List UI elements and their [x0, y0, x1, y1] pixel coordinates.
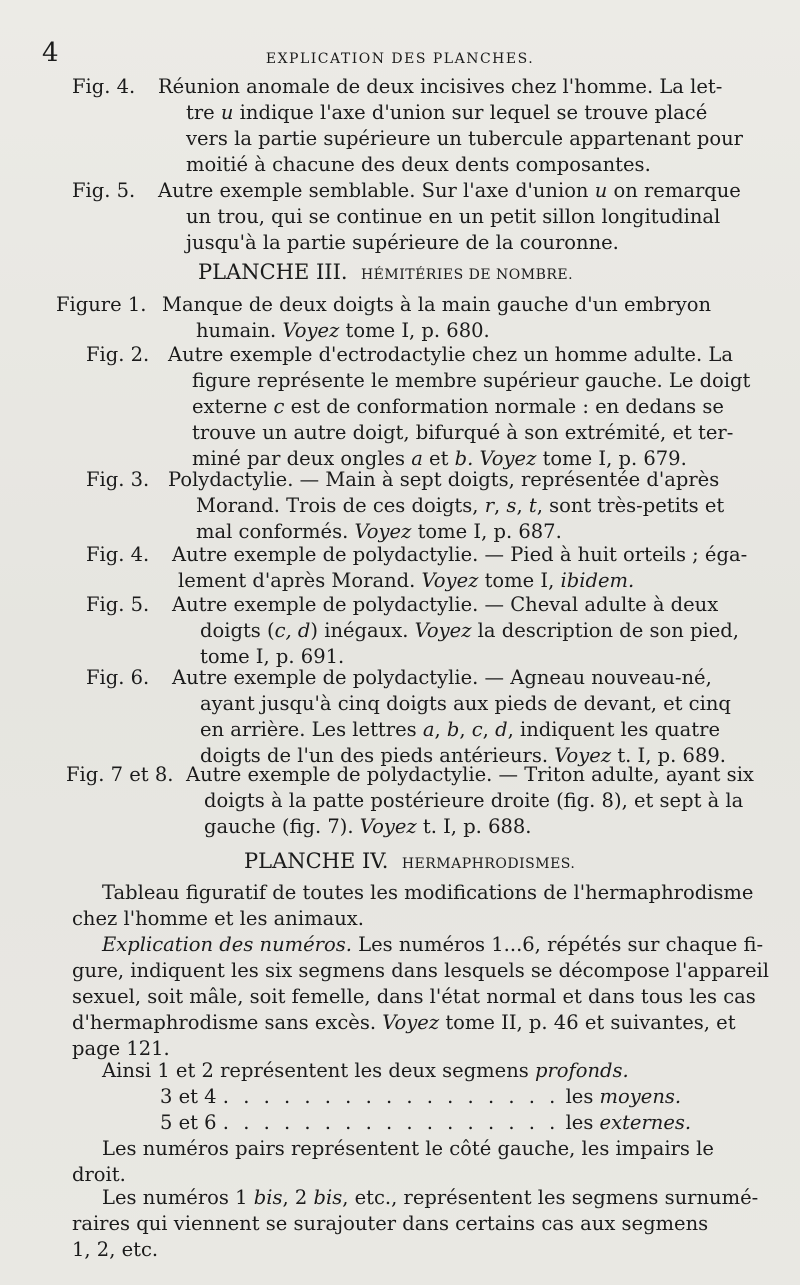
- entry-text: Voyez: [359, 815, 417, 838]
- fig-label: Fig. 7 et 8.: [66, 763, 174, 786]
- entry-text: Autre exemple de polydactylie. — Cheval adulte à deux: [172, 593, 719, 616]
- fig-label: Figure 1.: [56, 293, 147, 316]
- p3-fig5-entry: [86, 592, 739, 670]
- row-text: externes.: [599, 1111, 692, 1134]
- tableau-paragraph: [72, 880, 753, 932]
- entry-text: Polydactylie. — Main à sept doigts, représentée d'après: [168, 468, 720, 491]
- entry-text: a: [422, 718, 435, 741]
- entry-text: s: [506, 494, 517, 517]
- fig4-entry: [72, 74, 743, 178]
- entry-text: ,: [482, 718, 496, 741]
- paragraph-text: bis: [313, 1186, 343, 1209]
- entry-text: tome I, p. 687.: [411, 520, 562, 543]
- entry-text: indique l'axe d'union sur lequel se trouve placé: [233, 101, 708, 124]
- entry-text: tome I, p. 691.: [200, 645, 345, 668]
- paragraph-text: Les numéros pairs représentent le côté gauche, les impairs le: [102, 1137, 714, 1160]
- p3-fig78-entry: [66, 762, 754, 840]
- entry-text: est de conformation normale : en dedans se: [284, 395, 724, 418]
- paragraph-text: Tableau figuratif de toutes les modifications de l'hermaphrodisme: [102, 881, 754, 904]
- entry-text: c, d: [274, 619, 311, 642]
- entry-text: Autre exemple de polydactylie. — Pied à huit orteils ; éga-: [172, 543, 748, 566]
- entry-text: tome I, p. 680.: [339, 319, 490, 342]
- planche-title: PLANCHE IV.: [244, 849, 389, 873]
- paragraph-text: Voyez: [382, 1011, 440, 1034]
- planche-3-heading: [198, 259, 573, 288]
- entry-text: Voyez: [554, 744, 612, 767]
- p3-figure1-entry: [56, 292, 711, 344]
- fig-label: Fig. 4.: [86, 543, 150, 566]
- entry-text: Voyez: [414, 619, 472, 642]
- entry-text: en arrière. Les lettres: [200, 718, 423, 741]
- entry-text: u: [220, 101, 234, 124]
- pairs-paragraph: [72, 1136, 714, 1188]
- entry-text: jusqu'à la partie supérieure de la couronne.: [186, 231, 619, 254]
- entry-text: et: [422, 447, 455, 470]
- entry-text: t. I, p. 688.: [416, 815, 532, 838]
- row-numbers: 3 et 4: [160, 1085, 217, 1108]
- entry-text: Voyez: [354, 520, 412, 543]
- planche-4-heading: [244, 848, 575, 877]
- p3-fig4-entry: [86, 542, 747, 594]
- paragraph-text: , etc., représentent les segmens surnumé-: [342, 1186, 759, 1209]
- paragraph-text: profonds.: [534, 1059, 629, 1082]
- entry-text: b: [446, 718, 460, 741]
- entry-text: ,: [434, 718, 447, 741]
- row-text: moyens.: [599, 1085, 682, 1108]
- entry-text: miné par deux ongles: [192, 447, 412, 470]
- entry-text: , indiquent les quatre: [507, 718, 720, 741]
- entry-text: Autre exemple d'ectrodactylie chez un homme adulte. La: [168, 343, 733, 366]
- paragraph-text: chez l'homme et les animaux.: [72, 907, 364, 930]
- entry-text: gauche (fig. 7).: [204, 815, 360, 838]
- paragraph-text: tome II, p. 46 et suivantes, et: [439, 1011, 736, 1034]
- entry-text: humain.: [196, 319, 283, 342]
- paragraph-text: gure, indiquent les six segmens dans lesquels se décompose l'appareil: [72, 959, 769, 982]
- paragraph-text: bis: [253, 1186, 283, 1209]
- paragraph-text: droit.: [72, 1163, 126, 1186]
- entry-text: tome I,: [478, 569, 561, 592]
- fig-label: Fig. 4.: [72, 75, 136, 98]
- entry-text: ,: [494, 494, 507, 517]
- entry-text: vers la partie supérieure un tubercule appartenant pour: [186, 127, 743, 150]
- entry-text: Autre exemple de polydactylie. — Agneau nouveau-né,: [172, 666, 712, 689]
- fig-label: Fig. 5.: [86, 593, 150, 616]
- paragraph-text: Explication des numéros.: [102, 933, 352, 956]
- fig-label: Fig. 2.: [86, 343, 150, 366]
- planche-subtitle: HERMAPHRODISMES.: [401, 856, 576, 872]
- entry-text: doigts de l'un des pieds antérieurs.: [200, 744, 555, 767]
- entry-text: ) inégaux.: [310, 619, 415, 642]
- paragraph-text: Les numéros 1...6, répétés sur chaque fi-: [351, 933, 764, 956]
- entry-text: b. Voyez: [454, 447, 537, 470]
- paragraph-text: raires qui viennent se surajouter dans certains cas aux segmens: [72, 1212, 709, 1235]
- entry-text: t. I, p. 689.: [611, 744, 726, 767]
- paragraph-text: d'hermaphrodisme sans excès.: [72, 1011, 383, 1034]
- entry-text: figure représente le membre supérieur gauche. Le doigt: [192, 369, 751, 392]
- dot-leader: . . . . . . . . . . . . . . . . .: [222, 1085, 560, 1108]
- running-title: EXPLICATION DES PLANCHES.: [265, 51, 535, 67]
- bis-paragraph: [72, 1185, 758, 1263]
- entry-text: t: [528, 494, 537, 517]
- entry-text: c: [471, 718, 483, 741]
- dot-leader: . . . . . . . . . . . . . . . . .: [222, 1111, 560, 1134]
- row-text: les: [565, 1085, 600, 1108]
- paragraph-text: 1, 2, etc.: [72, 1238, 159, 1261]
- entry-text: on remarque: [607, 179, 741, 202]
- row-text: les: [565, 1111, 600, 1134]
- fig-label: Fig. 5.: [72, 179, 136, 202]
- row-numbers: 5 et 6: [160, 1111, 217, 1134]
- p3-fig2-entry: [86, 342, 750, 472]
- planche-title: PLANCHE III.: [198, 260, 348, 284]
- entry-text: ayant jusqu'à cinq doigts aux pieds de devant, et cinq: [200, 692, 731, 715]
- entry-text: Réunion anomale de deux incisives chez l'homme. La let-: [158, 75, 723, 98]
- entry-text: , sont très-petits et: [536, 494, 725, 517]
- paragraph-text: , 2: [282, 1186, 314, 1209]
- entry-text: doigts (: [200, 619, 275, 642]
- entry-text: moitié à chacune des deux dents composantes.: [186, 153, 651, 176]
- entry-text: un trou, qui se continue en un petit sillon longitudinal: [186, 205, 721, 228]
- p3-fig3-entry: [86, 467, 724, 545]
- entry-text: r: [484, 494, 495, 517]
- entry-text: lement d'après Morand.: [178, 569, 422, 592]
- fig5-entry: [72, 178, 741, 256]
- entry-text: a: [411, 447, 423, 470]
- entry-text: doigts à la patte postérieure droite (fig. 8), et sept à la: [204, 789, 744, 812]
- entry-text: la description de son pied,: [471, 619, 739, 642]
- entry-text: trouve un autre doigt, bifurqué à son extrémité, et ter-: [192, 421, 734, 444]
- paragraph-text: Les numéros 1: [102, 1186, 254, 1209]
- fig-label: Fig. 3.: [86, 468, 150, 491]
- paragraph-text: page 121.: [72, 1037, 170, 1060]
- entry-text: c: [273, 395, 285, 418]
- entry-text: Morand. Trois de ces doigts,: [196, 494, 485, 517]
- entry-text: Autre exemple semblable. Sur l'axe d'union: [158, 179, 595, 202]
- entry-text: externe: [192, 395, 274, 418]
- entry-text: tome I, p. 679.: [536, 447, 687, 470]
- entry-text: mal conformés.: [196, 520, 355, 543]
- entry-text: d: [495, 718, 508, 741]
- explication-paragraph: [72, 932, 769, 1062]
- entry-text: ,: [459, 718, 472, 741]
- entry-text: Manque de deux doigts à la main gauche d'un embryon: [162, 293, 712, 316]
- entry-text: ,: [516, 494, 529, 517]
- p3-fig6-entry: [86, 665, 731, 769]
- planche-subtitle: HÉMITÉRIES DE NOMBRE.: [360, 267, 574, 283]
- entry-text: tre: [186, 101, 221, 124]
- page-header: [0, 40, 800, 70]
- entry-text: ibidem.: [560, 569, 635, 592]
- ainsi-paragraph: [102, 1058, 691, 1136]
- paragraph-text: Ainsi 1 et 2 représentent les deux segmens: [102, 1059, 535, 1082]
- paragraph-text: sexuel, soit mâle, soit femelle, dans l'état normal et dans tous les cas: [72, 985, 756, 1008]
- entry-text: Voyez: [421, 569, 479, 592]
- entry-text: Autre exemple de polydactylie. — Triton adulte, ayant six: [186, 763, 754, 786]
- entry-text: u: [594, 179, 608, 202]
- page-number: 4: [42, 38, 59, 68]
- fig-label: Fig. 6.: [86, 666, 150, 689]
- entry-text: Voyez: [282, 319, 340, 342]
